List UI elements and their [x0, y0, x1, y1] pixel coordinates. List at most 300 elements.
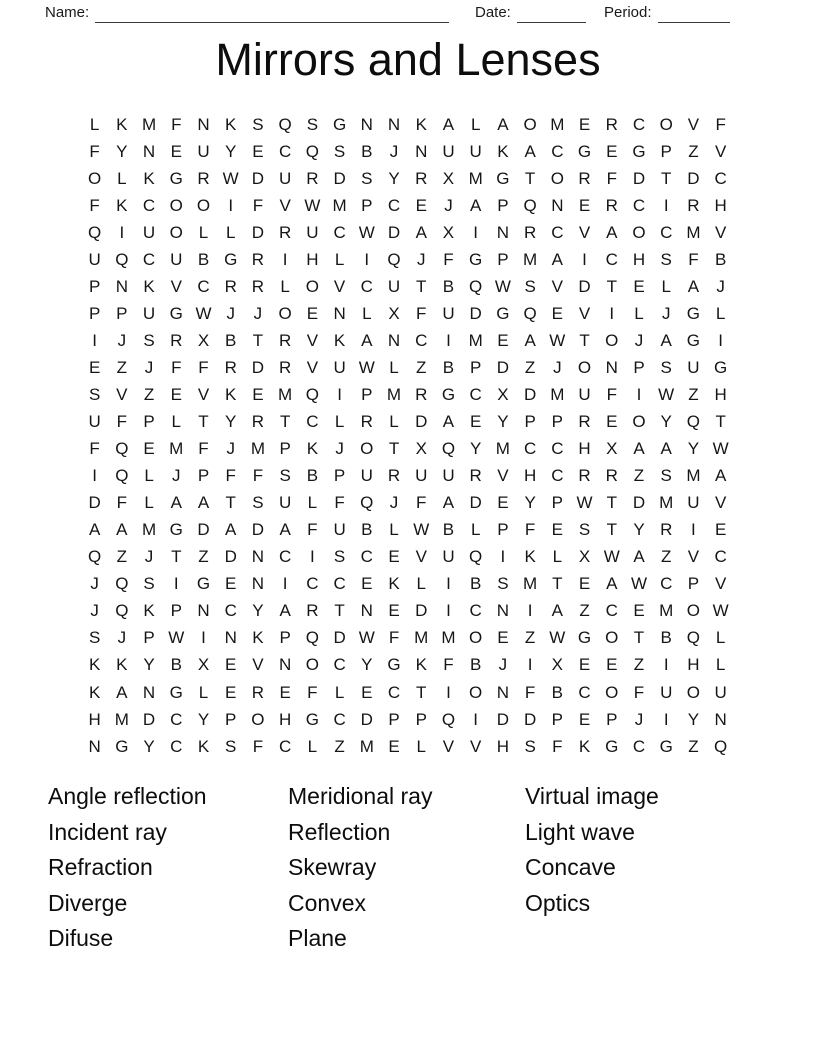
grid-cell: C	[142, 249, 156, 269]
grid-cell: K	[497, 141, 509, 161]
grid-cell: E	[497, 628, 509, 648]
grid-cell: C	[551, 466, 564, 486]
grid-cell: A	[116, 682, 128, 702]
grid-cell: Y	[225, 412, 237, 432]
grid-cell: J	[716, 276, 725, 296]
grid-cell: N	[88, 736, 101, 756]
grid-cell: A	[442, 114, 455, 134]
grid-cell: C	[360, 547, 373, 567]
grid-cell: G	[577, 141, 592, 161]
grid-cell: K	[116, 655, 128, 675]
grid-cell: G	[496, 168, 510, 188]
grid-cell: Z	[116, 357, 128, 377]
grid-cell: A	[551, 249, 563, 269]
grid-cell: D	[251, 357, 265, 377]
grid-cell: E	[470, 412, 482, 432]
grid-cell: U	[88, 412, 101, 432]
grid-cell: Y	[197, 709, 210, 729]
grid-cell: Y	[524, 493, 536, 513]
grid-cell: Z	[416, 357, 427, 377]
grid-cell: U	[687, 493, 700, 513]
grid-cell: Z	[143, 384, 155, 404]
grid-cell: R	[415, 384, 428, 404]
grid-cell: G	[441, 384, 456, 404]
grid-cell: Y	[361, 655, 373, 675]
grid-cell: Q	[115, 439, 129, 459]
grid-cell: Z	[633, 466, 645, 486]
grid-cell: B	[170, 655, 182, 675]
word-list-item: Skewray	[288, 854, 377, 881]
grid-cell: A	[606, 574, 618, 594]
grid-cell: B	[714, 249, 727, 269]
grid-cell: L	[552, 547, 563, 567]
grid-cell: M	[414, 628, 429, 648]
grid-cell: V	[714, 222, 727, 242]
grid-cell: R	[251, 682, 265, 702]
grid-cell: G	[115, 736, 129, 756]
grid-cell: Z	[579, 601, 590, 621]
grid-cell: I	[337, 384, 342, 404]
grid-cell: C	[551, 439, 564, 459]
grid-cell: M	[141, 114, 157, 134]
grid-cell: A	[633, 547, 645, 567]
grid-cell: S	[279, 466, 291, 486]
grid-cell: X	[606, 439, 618, 459]
grid-cell: J	[389, 141, 399, 161]
grid-cell: D	[469, 303, 482, 323]
grid-cell: N	[387, 114, 401, 134]
grid-cell: N	[197, 114, 210, 134]
grid-cell: H	[279, 709, 292, 729]
grid-cell: F	[89, 439, 100, 459]
grid-cell: I	[228, 195, 234, 215]
grid-cell: P	[361, 195, 373, 215]
grid-cell: E	[497, 330, 509, 350]
grid-cell: D	[469, 493, 482, 513]
grid-cell: E	[633, 276, 645, 296]
grid-cell: C	[279, 141, 292, 161]
grid-cell: F	[524, 520, 536, 540]
grid-cell: F	[388, 628, 400, 648]
grid-cell: P	[687, 574, 700, 594]
grid-cell: T	[606, 276, 617, 296]
grid-cell: E	[225, 574, 237, 594]
grid-cell: O	[523, 114, 537, 134]
grid-cell: B	[197, 249, 210, 269]
grid-cell: G	[332, 114, 347, 134]
grid-cell: N	[333, 303, 346, 323]
grid-cell: W	[358, 628, 375, 648]
grid-cell: P	[279, 628, 291, 648]
grid-cell: M	[659, 493, 674, 513]
grid-cell: S	[88, 384, 101, 404]
grid-cell: A	[633, 439, 645, 459]
grid-cell: S	[660, 466, 672, 486]
grid-cell: G	[605, 736, 619, 756]
grid-cell: A	[551, 601, 563, 621]
grid-cell: E	[415, 195, 427, 215]
grid-cell: E	[633, 601, 645, 621]
grid-cell: M	[550, 384, 565, 404]
grid-cell: L	[171, 412, 181, 432]
grid-cell: W	[549, 628, 566, 648]
grid-cell: P	[143, 628, 155, 648]
grid-cell: F	[89, 141, 100, 161]
grid-cell: T	[225, 493, 236, 513]
grid-cell: G	[714, 357, 728, 377]
grid-cell: Z	[688, 141, 699, 161]
grid-cell: P	[388, 709, 400, 729]
puzzle-title: Mirrors and Lenses	[215, 34, 601, 85]
grid-cell: O	[577, 357, 592, 377]
grid-cell: H	[496, 736, 510, 756]
grid-cell: C	[170, 709, 183, 729]
grid-cell: N	[551, 195, 564, 215]
grid-cell: Y	[388, 168, 400, 188]
grid-cell: J	[553, 357, 562, 377]
grid-cell: F	[116, 493, 128, 513]
grid-cell: R	[578, 412, 591, 432]
grid-cell: W	[358, 222, 375, 242]
grid-cell: A	[497, 114, 509, 134]
grid-cell: R	[360, 412, 373, 432]
grid-cell: L	[634, 303, 644, 323]
grid-cell: C	[469, 384, 482, 404]
grid-cell: V	[333, 276, 346, 296]
grid-cell: A	[116, 520, 128, 540]
grid-cell: U	[333, 520, 346, 540]
grid-cell: E	[252, 384, 264, 404]
grid-cell: D	[251, 168, 265, 188]
grid-cell: I	[691, 520, 696, 540]
grid-cell: F	[416, 493, 427, 513]
grid-cell: S	[252, 493, 264, 513]
grid-cell: L	[389, 412, 399, 432]
grid-cell: E	[578, 709, 591, 729]
grid-cell: C	[632, 195, 646, 215]
worksheet-header	[45, 4, 730, 23]
grid-cell: W	[494, 276, 511, 296]
word-list-item: Plane	[288, 925, 347, 952]
grid-cell: Y	[687, 439, 700, 459]
grid-cell: R	[251, 276, 265, 296]
date-blank-line	[517, 4, 586, 23]
grid-cell: Y	[470, 439, 482, 459]
grid-cell: C	[279, 736, 292, 756]
grid-cell: U	[142, 303, 156, 323]
grid-cell: V	[687, 547, 700, 567]
grid-cell: M	[169, 439, 184, 459]
grid-cell: C	[605, 601, 618, 621]
word-list-item: Reflection	[288, 818, 391, 845]
grid-cell: I	[309, 547, 315, 567]
grid-cell: W	[358, 357, 375, 377]
grid-cell: E	[361, 574, 373, 594]
grid-cell: I	[282, 249, 288, 269]
grid-cell: L	[470, 114, 481, 134]
grid-cell: I	[663, 655, 669, 675]
grid-cell: L	[334, 412, 345, 432]
grid-cell: B	[442, 357, 455, 377]
grid-cell: V	[551, 276, 563, 296]
grid-cell: Z	[688, 384, 699, 404]
grid-cell: V	[714, 574, 727, 594]
grid-cell: P	[551, 709, 563, 729]
grid-cell: P	[606, 709, 618, 729]
grid-cell: I	[527, 655, 533, 675]
grid-cell: Y	[116, 141, 128, 161]
word-list-item: Virtual image	[525, 783, 659, 809]
grid-cell: J	[90, 601, 99, 621]
grid-cell: J	[226, 303, 235, 323]
grid-cell: Q	[305, 384, 319, 404]
grid-cell: L	[334, 249, 345, 269]
word-list-item: Refraction	[48, 854, 153, 881]
grid-cell: J	[90, 574, 99, 594]
word-list-item: Meridional ray	[288, 783, 433, 809]
grid-cell: F	[443, 655, 454, 675]
grid-cell: G	[577, 628, 592, 648]
grid-cell: V	[306, 330, 319, 350]
grid-cell: M	[141, 520, 157, 540]
grid-cell: L	[416, 574, 426, 594]
grid-cell: W	[304, 195, 321, 215]
grid-cell: G	[169, 682, 183, 702]
grid-cell: G	[496, 303, 510, 323]
grid-cell: I	[636, 384, 642, 404]
grid-cell: D	[578, 276, 591, 296]
grid-cell: Z	[334, 736, 345, 756]
grid-cell: C	[333, 655, 346, 675]
grid-cell: D	[142, 709, 156, 729]
grid-cell: M	[386, 384, 402, 404]
grid-cell: E	[606, 655, 618, 675]
grid-cell: H	[306, 249, 319, 269]
word-list-item: Difuse	[48, 925, 114, 952]
grid-cell: Q	[469, 547, 483, 567]
grid-cell: B	[470, 655, 482, 675]
grid-cell: U	[333, 357, 346, 377]
grid-cell: F	[633, 682, 645, 702]
grid-cell: J	[335, 439, 344, 459]
grid-cell: B	[551, 682, 563, 702]
grid-cell: K	[88, 655, 101, 675]
grid-cell: J	[416, 249, 426, 269]
grid-cell: I	[446, 682, 451, 702]
grid-cell: R	[605, 466, 618, 486]
grid-cell: A	[660, 330, 672, 350]
grid-cell: F	[225, 466, 236, 486]
grid-cell: V	[714, 493, 727, 513]
grid-cell: D	[632, 168, 646, 188]
grid-cell: G	[632, 141, 646, 161]
grid-cell: R	[469, 466, 482, 486]
grid-cell: G	[169, 168, 183, 188]
grid-cell: P	[497, 249, 509, 269]
grid-cell: I	[473, 709, 479, 729]
grid-cell: L	[225, 222, 236, 242]
grid-cell: F	[116, 412, 128, 432]
grid-cell: X	[415, 439, 427, 459]
grid-cell: N	[115, 276, 128, 296]
grid-cell: D	[360, 709, 373, 729]
grid-cell: E	[578, 655, 591, 675]
grid-cell: C	[469, 601, 482, 621]
grid-cell: P	[88, 276, 101, 296]
grid-cell: M	[686, 466, 701, 486]
grid-cell: N	[415, 141, 428, 161]
grid-cell: J	[253, 303, 263, 323]
grid-cell: D	[333, 168, 346, 188]
grid-cell: P	[279, 439, 291, 459]
grid-cell: L	[117, 168, 127, 188]
grid-cell: M	[468, 330, 483, 350]
grid-cell: E	[578, 195, 591, 215]
grid-cell: N	[251, 574, 265, 594]
grid-cell: L	[389, 357, 399, 377]
grid-cell: Y	[252, 601, 264, 621]
grid-cell: I	[663, 709, 669, 729]
grid-cell: W	[549, 330, 566, 350]
grid-cell: T	[416, 276, 427, 296]
name-blank-line	[95, 4, 449, 23]
grid-cell: R	[251, 249, 265, 269]
grid-cell: H	[578, 439, 591, 459]
grid-cell: Q	[305, 628, 319, 648]
grid-cell: A	[88, 520, 101, 540]
grid-cell: N	[251, 547, 265, 567]
grid-cell: M	[523, 574, 538, 594]
grid-cell: I	[92, 330, 97, 350]
grid-cell: F	[198, 357, 209, 377]
word-list-column	[525, 779, 659, 957]
grid-cell: T	[715, 412, 726, 432]
grid-cell: Q	[115, 249, 129, 269]
grid-cell: T	[524, 168, 536, 188]
grid-cell: S	[252, 114, 264, 134]
grid-cell: C	[387, 682, 401, 702]
grid-cell: Q	[278, 114, 292, 134]
grid-cell: G	[196, 574, 211, 594]
grid-cell: F	[252, 466, 264, 486]
grid-cell: P	[633, 357, 645, 377]
grid-cell: A	[470, 195, 482, 215]
grid-cell: O	[632, 412, 646, 432]
grid-cell: S	[143, 330, 155, 350]
grid-cell: F	[252, 736, 264, 756]
grid-cell: K	[197, 736, 210, 756]
grid-cell: V	[687, 114, 700, 134]
word-list-item: Angle reflection	[48, 783, 207, 809]
grid-cell: T	[633, 628, 645, 648]
grid-cell: R	[306, 168, 319, 188]
grid-cell: O	[686, 601, 701, 621]
grid-cell: T	[388, 439, 400, 459]
grid-cell: D	[632, 493, 646, 513]
grid-cell: M	[523, 249, 538, 269]
grid-cell: I	[663, 195, 669, 215]
grid-cell: F	[171, 114, 182, 134]
grid-cell: D	[333, 628, 346, 648]
grid-cell: U	[88, 249, 101, 269]
grid-cell: W	[168, 628, 185, 648]
grid-cell: C	[578, 682, 591, 702]
grid-cell: O	[305, 276, 319, 296]
grid-cell: B	[306, 466, 319, 486]
name-label: Name:	[45, 4, 90, 21]
word-list-column	[48, 779, 288, 957]
grid-cell: X	[442, 222, 455, 242]
word-list-item: Diverge	[48, 889, 128, 916]
grid-cell: Q	[87, 547, 102, 567]
grid-cell: X	[197, 330, 210, 350]
grid-cell: I	[582, 249, 587, 269]
grid-cell: L	[661, 276, 671, 296]
grid-cell: C	[387, 195, 401, 215]
grid-cell: R	[279, 222, 292, 242]
grid-cell: L	[307, 736, 318, 756]
grid-cell: H	[523, 466, 537, 486]
grid-cell: F	[443, 249, 454, 269]
grid-cell: O	[169, 195, 183, 215]
grid-cell: X	[578, 547, 591, 567]
grid-cell: N	[496, 601, 510, 621]
grid-cell: T	[606, 493, 617, 513]
grid-cell: D	[251, 520, 265, 540]
grid-cell: D	[415, 412, 428, 432]
grid-cell: C	[605, 249, 618, 269]
grid-cell: R	[523, 222, 537, 242]
grid-cell: T	[416, 682, 427, 702]
grid-cell: D	[496, 357, 510, 377]
grid-cell: Z	[524, 357, 536, 377]
grid-cell: O	[278, 303, 292, 323]
grid-cell: L	[144, 493, 154, 513]
grid-cell: G	[169, 303, 183, 323]
grid-cell: U	[360, 466, 373, 486]
grid-cell: R	[279, 330, 292, 350]
grid-cell: E	[361, 682, 373, 702]
grid-cell: L	[334, 682, 345, 702]
grid-cell: E	[225, 682, 237, 702]
grid-cell: E	[606, 412, 618, 432]
grid-cell: E	[497, 493, 509, 513]
period-label: Period:	[604, 4, 652, 21]
grid-cell: S	[361, 168, 373, 188]
grid-cell: Z	[633, 655, 645, 675]
grid-cell: P	[197, 466, 210, 486]
grid-cell: U	[279, 168, 292, 188]
grid-cell: B	[361, 520, 373, 540]
grid-cell: Q	[523, 303, 537, 323]
grid-cell: T	[252, 330, 264, 350]
grid-cell: T	[661, 168, 672, 188]
grid-cell: P	[470, 357, 482, 377]
grid-cell: O	[632, 222, 646, 242]
grid-cell: X	[197, 655, 210, 675]
grid-cell: R	[578, 466, 591, 486]
grid-cell: I	[609, 303, 615, 323]
grid-cell: O	[469, 682, 483, 702]
grid-cell: F	[252, 195, 264, 215]
grid-cell: F	[198, 439, 209, 459]
grid-cell: Y	[660, 412, 672, 432]
grid-cell: E	[279, 682, 291, 702]
grid-cell: F	[606, 168, 617, 188]
grid-cell: O	[360, 439, 374, 459]
grid-cell: I	[201, 628, 206, 648]
grid-cell: G	[686, 330, 701, 350]
